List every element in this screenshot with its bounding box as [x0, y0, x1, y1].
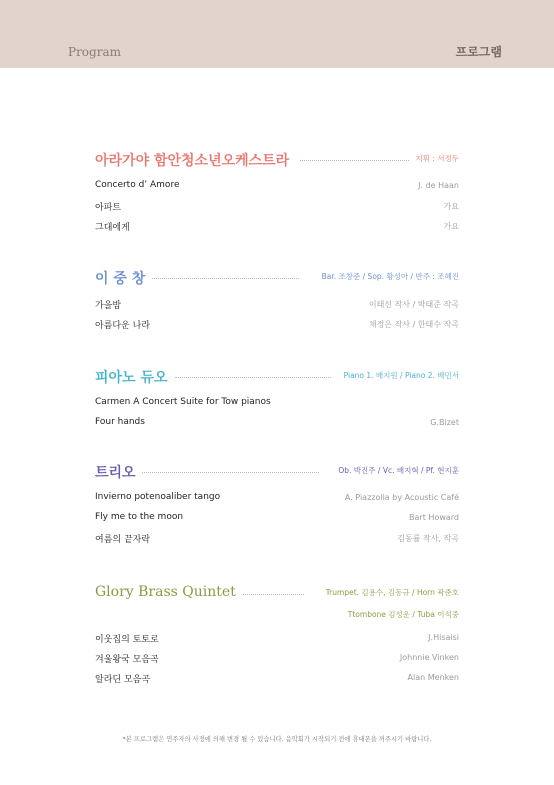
section-credit: Trumpet. 김용수, 김동규 / Horn 곽준호 [322, 587, 459, 598]
section-title: 피아노 듀오 [95, 367, 174, 387]
piece-composer: 이태선 작사 / 박태준 작곡 [368, 300, 459, 309]
program-item [95, 648, 459, 668]
program-item [95, 294, 459, 314]
piece-composer: A. Piazzolla by Acoustic Café [344, 493, 459, 502]
piece-title: Carmen A Concert Suite for Tow pianos [95, 397, 271, 407]
section-credit: 지휘 : 서정두 [411, 153, 459, 164]
program-item [95, 528, 459, 548]
piece-title: 그대에게 [95, 223, 130, 233]
piece-title: Invierno potenoaliber tango [95, 492, 221, 502]
section-duet [95, 268, 459, 334]
section-piano-duo [95, 367, 459, 433]
dotted-leader [140, 472, 319, 473]
section-brass-quintet [95, 584, 459, 688]
program-item [95, 176, 459, 196]
program-item [95, 508, 459, 528]
header-program-label: Program [68, 45, 121, 59]
piece-title: 알라딘 모음곡 [95, 675, 151, 685]
piece-composer: 가요 [443, 202, 459, 211]
dotted-leader [300, 160, 409, 161]
dotted-leader [175, 377, 331, 378]
program-item [95, 196, 459, 216]
piece-title: 가을밤 [95, 301, 122, 311]
piece-composer: 가요 [443, 222, 459, 231]
program-item [95, 668, 459, 688]
piece-composer: J. de Haan [418, 181, 459, 190]
program-item [95, 314, 459, 334]
footnote: *본 프로그램은 연주자의 사정에 의해 변경 될 수 있습니다. 음악회가 시작되기 전에 휴대폰을 꺼주시기 바랍니다. [122, 736, 432, 743]
page-header [0, 0, 554, 68]
program-item [95, 413, 459, 433]
piece-composer: G.Bizet [430, 418, 459, 427]
section-credit: Ob. 박진주 / Vc. 배지혁 / Pf. 현지훈 [334, 465, 459, 476]
program-item [95, 216, 459, 236]
program-item [95, 393, 459, 413]
piece-composer: J.Hisaisi [428, 633, 459, 642]
piece-title: Four hands [95, 417, 145, 427]
header-program-korean: 프로그램 [455, 45, 502, 59]
piece-composer: 김동률 작사, 작곡 [397, 534, 459, 543]
section-title: 아라가야 함안청소년오케스트라 [95, 150, 295, 170]
piece-composer: Johnnie Vinken [399, 653, 459, 662]
section-title: 트리오 [95, 462, 142, 482]
section-credit: Bar. 조창준 / Sop. 황성아 / 반주 : 조혜진 [318, 271, 459, 282]
piece-title: 여름의 끝자락 [95, 535, 151, 545]
dotted-leader [145, 278, 299, 279]
piece-title: 아파트 [95, 203, 122, 213]
section-trio [95, 462, 459, 548]
section-title: 이 중 창 [95, 268, 151, 288]
piece-composer: Bart Howard [409, 513, 459, 522]
section-credit-second-line: Ttombone 김성운 / Tuba 이석중 [347, 610, 459, 619]
section-orchestra [95, 150, 459, 236]
piece-title: 아름다운 나라 [95, 321, 151, 331]
piece-title: 이웃집의 토토로 [95, 635, 159, 645]
dotted-leader [235, 594, 304, 595]
section-credit: Piano 1. 배지원 / Piano 2. 배민서 [340, 370, 459, 381]
program-item [95, 488, 459, 508]
piece-composer: Alan Menken [407, 673, 459, 682]
piece-title: Concerto d’ Amore [95, 180, 180, 190]
section-title: Glory Brass Quintet [95, 584, 242, 600]
piece-title: Fly me to the moon [95, 512, 184, 522]
program-item [95, 628, 459, 648]
piece-composer: 채정은 작사 / 한태수 작곡 [368, 320, 459, 329]
piece-title: 겨울왕국 모음곡 [95, 655, 159, 665]
